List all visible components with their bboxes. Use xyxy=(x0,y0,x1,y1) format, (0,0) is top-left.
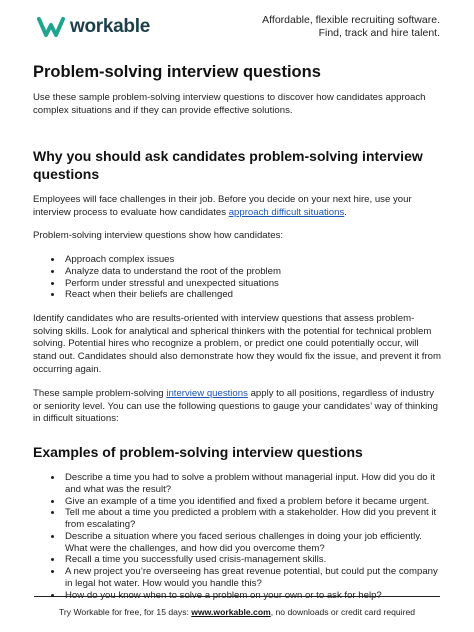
why-paragraph-3: Identify candidates who are results-oriented with interview questions that assess problem-solving skills. Look for analytical and spherical thinkers with the potential for technical problem solving. Potential hires who recognize a problem, or predict one could potentially occur, will stand out. Candidates should also demonstrate how they would fix the issue, and prevent it from occurring again. xyxy=(33,313,441,375)
header xyxy=(0,0,474,56)
interview-questions-link[interactable]: interview questions xyxy=(166,388,248,400)
footer-text-end: , no downloads or credit card required xyxy=(270,607,415,617)
list-item: • React when their beliefs are challenged xyxy=(63,289,443,301)
footer xyxy=(0,607,474,617)
workable-website-link[interactable]: www.workable.com xyxy=(191,607,271,617)
why-heading: Why you should ask candidates problem-solving interview questions xyxy=(33,148,423,183)
list-item: • Perform under stressful and unexpected situations xyxy=(63,278,443,290)
list-item: • Tell me about a time you predicted a problem with a stakeholder. How did you prevent it from escalating? xyxy=(63,507,443,531)
tagline-line-1: Affordable, flexible recruiting software. xyxy=(262,14,440,26)
tagline-line-2: Find, track and hire talent. xyxy=(318,27,440,39)
document-body xyxy=(33,62,443,602)
footer-divider xyxy=(34,596,440,597)
tagline xyxy=(262,14,440,40)
intro-paragraph: Use these sample problem-solving interview questions to discover how candidates approach complex situations and if they can provide effective solutions. xyxy=(33,92,426,116)
why-p1-text: Employees will face challenges in their job. Before you decide on your next hire, use your interview process to evaluate how candidates xyxy=(33,194,412,218)
list-item: • Analyze data to understand the root of the problem xyxy=(63,266,443,278)
logo-text: workable xyxy=(70,16,150,37)
why-bullet-list xyxy=(33,254,443,301)
list-item: • Approach complex issues xyxy=(63,254,443,266)
page-title: Problem-solving interview questions xyxy=(33,63,321,81)
footer-text: Try Workable for free, for 15 days: xyxy=(59,607,192,617)
why-paragraph-4 xyxy=(33,388,443,426)
examples-heading: Examples of problem-solving interview questions xyxy=(33,443,363,460)
why-p1-end: . xyxy=(344,206,347,218)
list-item: • Recall a time you successfully used crisis-management skills. xyxy=(63,554,443,566)
why-p4-end: apply to all positions, regardless of industry or seniority level. You can use the following questions to gauge your candidates’ way of thinking in difficult situations: xyxy=(33,388,438,425)
list-item: • Describe a situation where you faced serious challenges in doing your job efficiently. What were the challenges, and how did you overcome them? xyxy=(63,531,443,555)
why-p4-text: These sample problem-solving xyxy=(33,388,167,400)
list-item: • Give an example of a time you identified and fixed a problem before it became urgent. xyxy=(63,496,443,508)
examples-bullet-list xyxy=(33,472,443,602)
list-item: • A new project you’re overseeing has great revenue potential, but could put the company in legal hot water. How would you handle this? xyxy=(63,566,443,590)
why-paragraph-2: Problem-solving interview questions show how candidates: xyxy=(33,230,284,242)
approach-difficult-situations-link[interactable]: approach difficult situations xyxy=(228,206,345,218)
workable-logo-icon xyxy=(36,14,66,40)
why-paragraph-1 xyxy=(33,194,443,219)
workable-logo[interactable] xyxy=(36,14,150,40)
list-item: • Describe a time you had to solve a problem without managerial input. How did you do it and what was the result? xyxy=(63,472,443,496)
